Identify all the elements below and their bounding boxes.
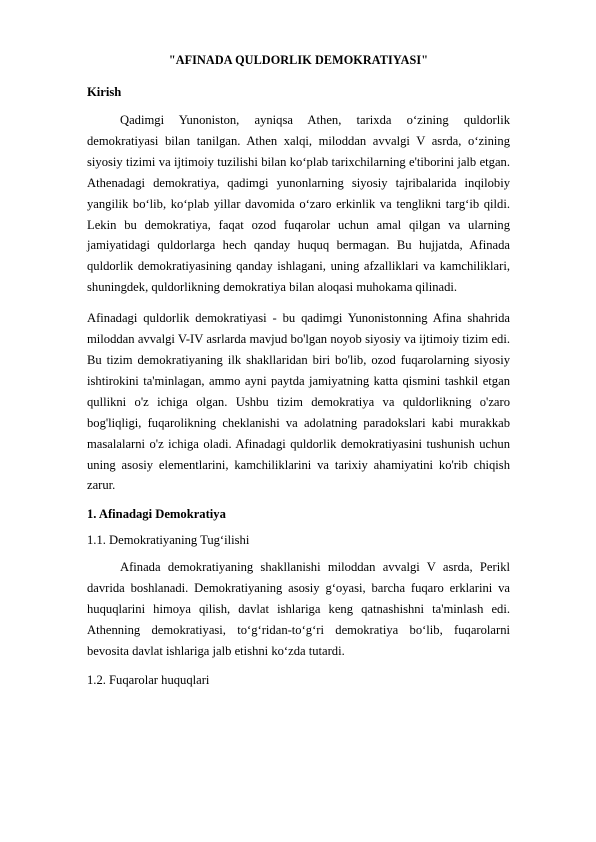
document-title: "AFINADA QULDORLIK DEMOKRATIYASI" [168,53,429,67]
section-1-2-heading: 1.2. Fuqarolar huquqlari [87,672,210,687]
section-1-1-heading: 1.1. Demokratiyaning Tug‘ilishi [87,533,250,548]
intro-paragraph-2: Afinadagi quldorlik demokratiyasi - bu qadimgi Yunonistonning Afina shahrida miloddan avvalgi V-IV asrlarda mavjud bo'lgan noyob siyosiy va ijtimoiy tizim edi. Bu tizim demokratiyaning ilk shakllaridan biri bo'lib, ozod fuqarolarning siyosiy ishtirokini ta'minlagan, ammo ayni paytda jamiyatning katta qismini tashkil etgan qullikni o'z ichiga olgan. Ushbu tizim demokratiya va quldorlikning o'zaro bog'liqligi, fuqarolikning cheklanishi va adolatning paradokslari kabi murakkab masalalarni o'z ichiga oladi. Afinadagi quldorlik demokratiyasini tushunish uchun uning asosiy elementlarini, kamchiliklarini va tarixiy ahamiyatini ko'rib chiqish zarur. [87,311,510,493]
document-content [87,52,510,697]
intro-heading: Kirish [87,85,122,99]
section-1-heading: 1. Afinadagi Demokratiya [87,507,226,522]
section-1-1-paragraph: Afinada demokratiyaning shakllanishi miloddan avvalgi V asrda, Perikl davrida boshlanadi. Demokratiyaning asosiy g‘oyasi, barcha fuqaro erklarini va huquqlarini himoya qilish, davlat ishlariga keng qatnashishni ta'minlash edi. Athenning demokratiyasi, to‘g‘ridan-to‘g‘ri demokratiya bo‘lib, fuqarolarni bevosita davlat ishlariga jalb etishni ko‘zda tutardi. [87,560,510,658]
intro-paragraph-1: Qadimgi Yunoniston, ayniqsa Athen, tarixda o‘zining quldorlik demokratiyasi bilan tanilgan. Athen xalqi, miloddan avvalgi V asrda, o‘zining siyosiy tizimi va ijtimoiy tuzilishi bilan ko‘plab tarixchilarning e'tiborini jalb etgan. Athenadagi demokratiya, qadimgi yunonlarning siyosiy tajribalarida inqilobiy yangilik bo‘lib, ko‘plab yillar davomida o‘zaro erkinlik va tenglikni targ‘ib qildi. Lekin bu demokratiya, faqat ozod fuqarolar uchun amal qilgan va ularning jamiyatidagi quldorlarga hech qanday huquq bermagan. Bu hujjatda, Afinada quldorlik demokratiyasining qanday ishlagani, uning afzalliklari va kamchiliklari, shuningdek, quldorlikning demokratiya bilan aloqasi muhokama qilinadi. [87,113,510,295]
